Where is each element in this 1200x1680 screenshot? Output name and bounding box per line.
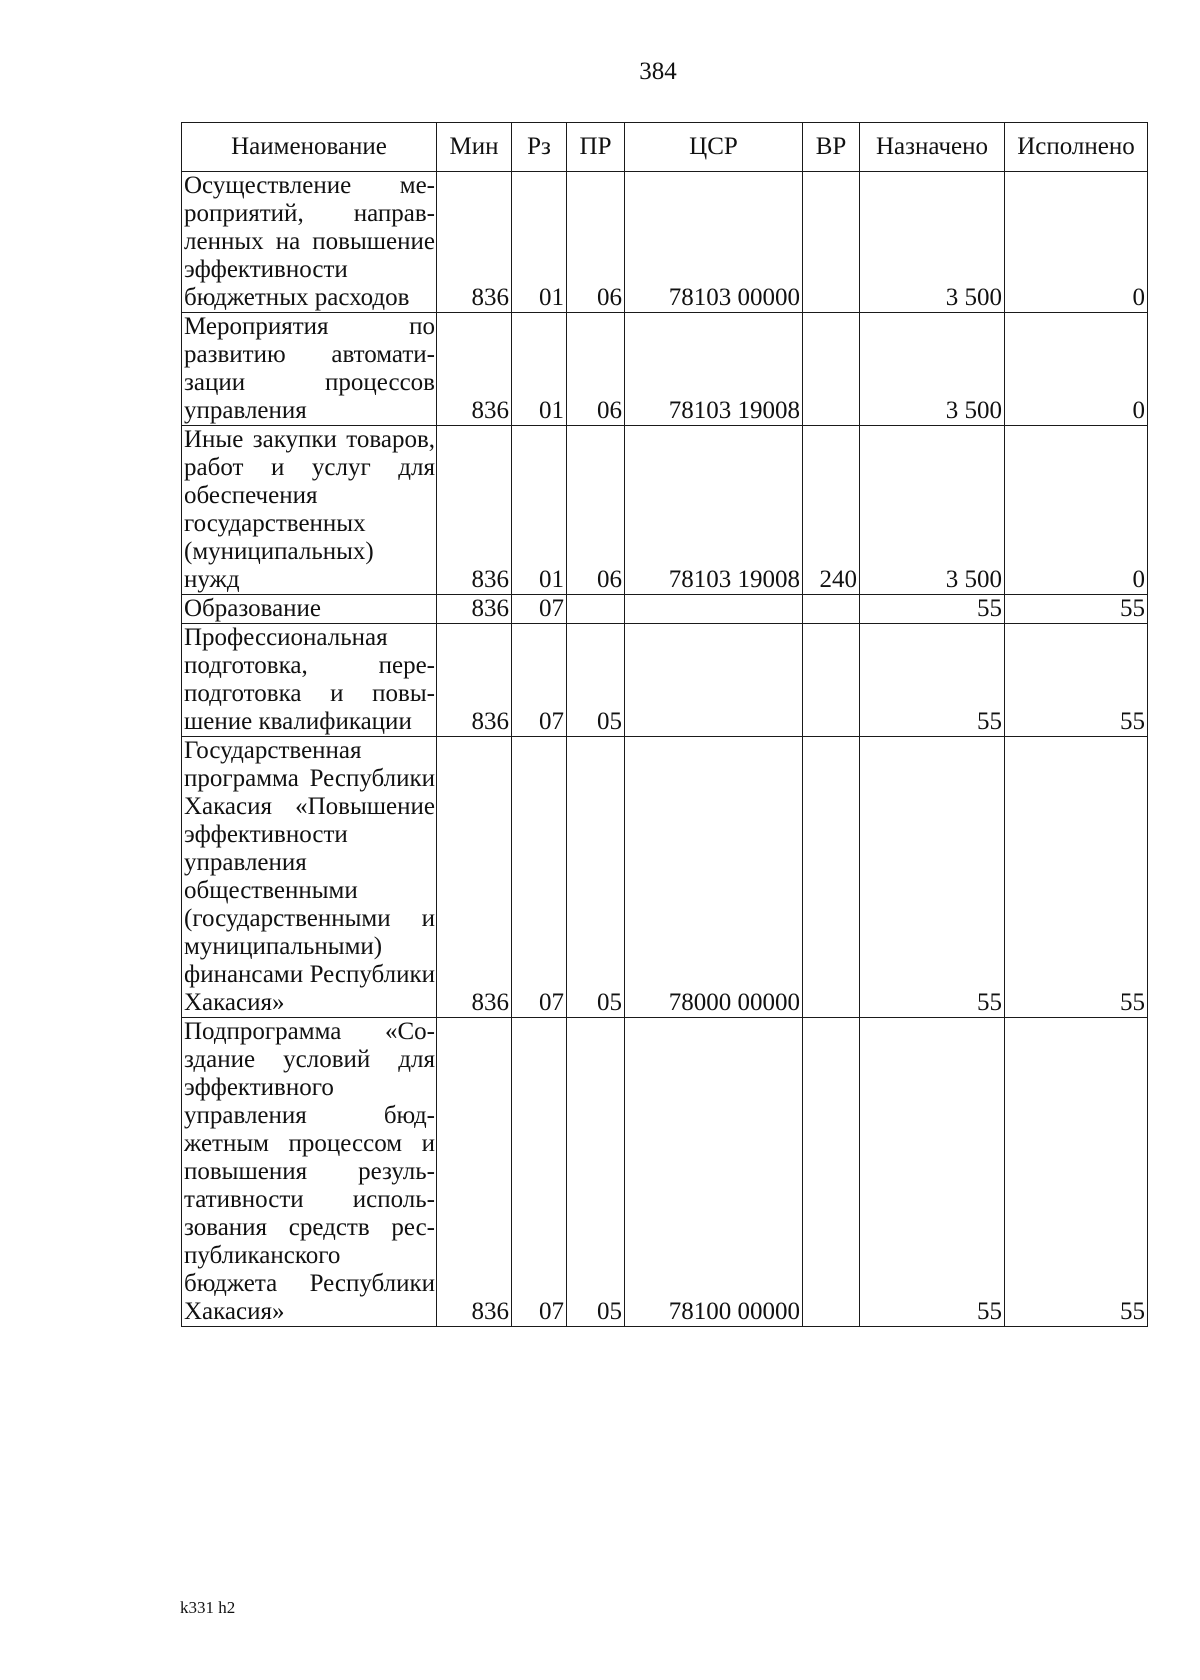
row-name: Иные закупки товаров, работ и услуг для обеспечения государственных (муниципальных) нужд (182, 426, 437, 595)
row-min: 836 (437, 624, 512, 737)
row-csr: 78000 00000 (625, 737, 803, 1018)
row-executed: 0 (1005, 426, 1148, 595)
row-min: 836 (437, 595, 512, 624)
row-vr (803, 595, 860, 624)
row-min: 836 (437, 172, 512, 313)
row-vr (803, 737, 860, 1018)
row-name: Мероприятия по развитию автоматизации процессов управления (182, 313, 437, 426)
header-vr: ВР (803, 123, 860, 172)
row-vr (803, 1018, 860, 1327)
row-name: Подпрограмма «Создание условий для эффективного управления бюджетным процессом и повышения результативности использования средств республиканского бюджета Республики Хакасия» (182, 1018, 437, 1327)
row-csr (625, 624, 803, 737)
table-header-row (182, 123, 1148, 172)
row-pr: 06 (567, 426, 625, 595)
row-rz: 07 (512, 737, 567, 1018)
header-pr: ПР (567, 123, 625, 172)
row-executed: 55 (1005, 624, 1148, 737)
table-row (182, 595, 1148, 624)
row-assigned: 3 500 (860, 172, 1005, 313)
row-pr (567, 595, 625, 624)
row-assigned: 55 (860, 1018, 1005, 1327)
header-min: Мин (437, 123, 512, 172)
page-number: 384 (639, 58, 677, 85)
row-name: Государственная программа Республики Хакасия «Повышение эффективности управления общественными (государственными и муниципальными) финансами Республики Хакасия» (182, 737, 437, 1018)
row-csr (625, 595, 803, 624)
row-csr: 78103 19008 (625, 426, 803, 595)
row-pr: 05 (567, 1018, 625, 1327)
row-min: 836 (437, 737, 512, 1018)
row-assigned: 3 500 (860, 313, 1005, 426)
row-csr: 78100 00000 (625, 1018, 803, 1327)
row-name: Осуществление мероприятий, направленных на повышение эффективности бюджетных расходов (182, 172, 437, 313)
row-rz: 01 (512, 426, 567, 595)
row-executed: 55 (1005, 737, 1148, 1018)
row-csr: 78103 00000 (625, 172, 803, 313)
table-row (182, 737, 1148, 1018)
row-min: 836 (437, 313, 512, 426)
table-row (182, 624, 1148, 737)
row-assigned: 55 (860, 737, 1005, 1018)
row-rz: 07 (512, 624, 567, 737)
header-assigned: Назначено (860, 123, 1005, 172)
row-name: Образование (182, 595, 437, 624)
row-assigned: 55 (860, 624, 1005, 737)
row-min: 836 (437, 1018, 512, 1327)
footer-code: k331 h2 (180, 1598, 236, 1617)
table-row (182, 313, 1148, 426)
row-min: 836 (437, 426, 512, 595)
header-rz: Рз (512, 123, 567, 172)
row-pr: 05 (567, 624, 625, 737)
row-executed: 0 (1005, 313, 1148, 426)
row-pr: 06 (567, 172, 625, 313)
table-row (182, 1018, 1148, 1327)
budget-table (181, 122, 1148, 1327)
header-executed: Исполнено (1005, 123, 1148, 172)
header-csr: ЦСР (625, 123, 803, 172)
row-rz: 07 (512, 595, 567, 624)
row-rz: 01 (512, 313, 567, 426)
table-row (182, 172, 1148, 313)
row-rz: 01 (512, 172, 567, 313)
row-vr (803, 172, 860, 313)
row-executed: 55 (1005, 595, 1148, 624)
row-vr (803, 624, 860, 737)
table-row (182, 426, 1148, 595)
row-assigned: 55 (860, 595, 1005, 624)
row-pr: 06 (567, 313, 625, 426)
header-name: Наименование (182, 123, 437, 172)
row-executed: 0 (1005, 172, 1148, 313)
row-executed: 55 (1005, 1018, 1148, 1327)
row-rz: 07 (512, 1018, 567, 1327)
row-pr: 05 (567, 737, 625, 1018)
row-name: Профессиональная подготовка, переподготовка и повышение квалификации (182, 624, 437, 737)
row-csr: 78103 19008 (625, 313, 803, 426)
row-vr (803, 313, 860, 426)
row-assigned: 3 500 (860, 426, 1005, 595)
row-vr: 240 (803, 426, 860, 595)
